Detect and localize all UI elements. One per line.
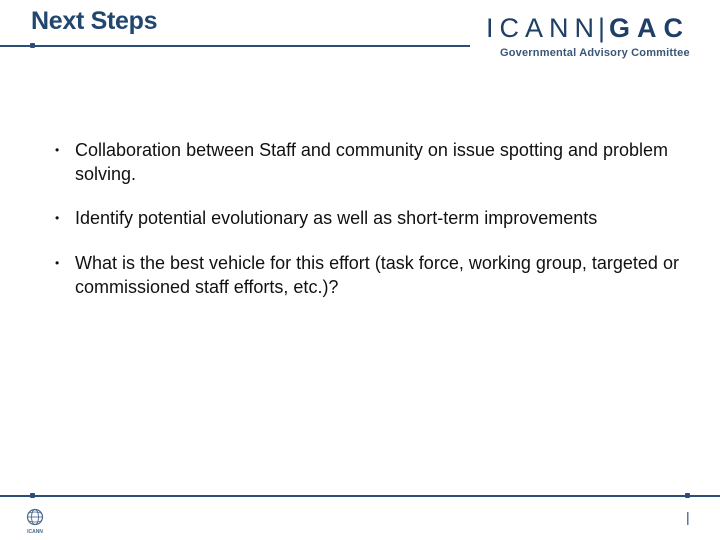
bullet-marker: • (55, 143, 60, 157)
bullet-list (45, 138, 685, 319)
logo-separator: | (598, 13, 606, 43)
bullet-item (45, 206, 685, 230)
logo-gac-text: GAC (609, 13, 691, 43)
footer-rule-dot-left (30, 493, 35, 498)
bullet-item (45, 251, 685, 299)
bullet-text: What is the best vehicle for this effort (task force, working group, targeted or commissioned staff efforts, etc.)? (75, 253, 679, 297)
page-number: | (686, 509, 690, 525)
bullet-text: Identify potential evolutionary as well as short-term improvements (75, 208, 598, 228)
logo-wordmark (486, 12, 690, 44)
bullet-item (45, 138, 685, 186)
header-rule-dot (30, 43, 35, 48)
logo-subtitle: Governmental Advisory Committee (500, 47, 690, 59)
icann-gac-logo (486, 12, 708, 64)
icann-globe-icon (23, 507, 47, 535)
slide-title: Next Steps (31, 7, 158, 35)
bullet-marker: • (55, 211, 60, 225)
bullet-marker: • (55, 256, 60, 270)
footer-rule-dot-right (685, 493, 690, 498)
logo-icann-text: ICANN (486, 13, 601, 43)
header-rule (0, 45, 470, 47)
footer-rule (0, 495, 720, 497)
footer-logo-text: ICANN (27, 529, 43, 535)
bullet-text: Collaboration between Staff and community on issue spotting and problem solving. (75, 140, 669, 184)
